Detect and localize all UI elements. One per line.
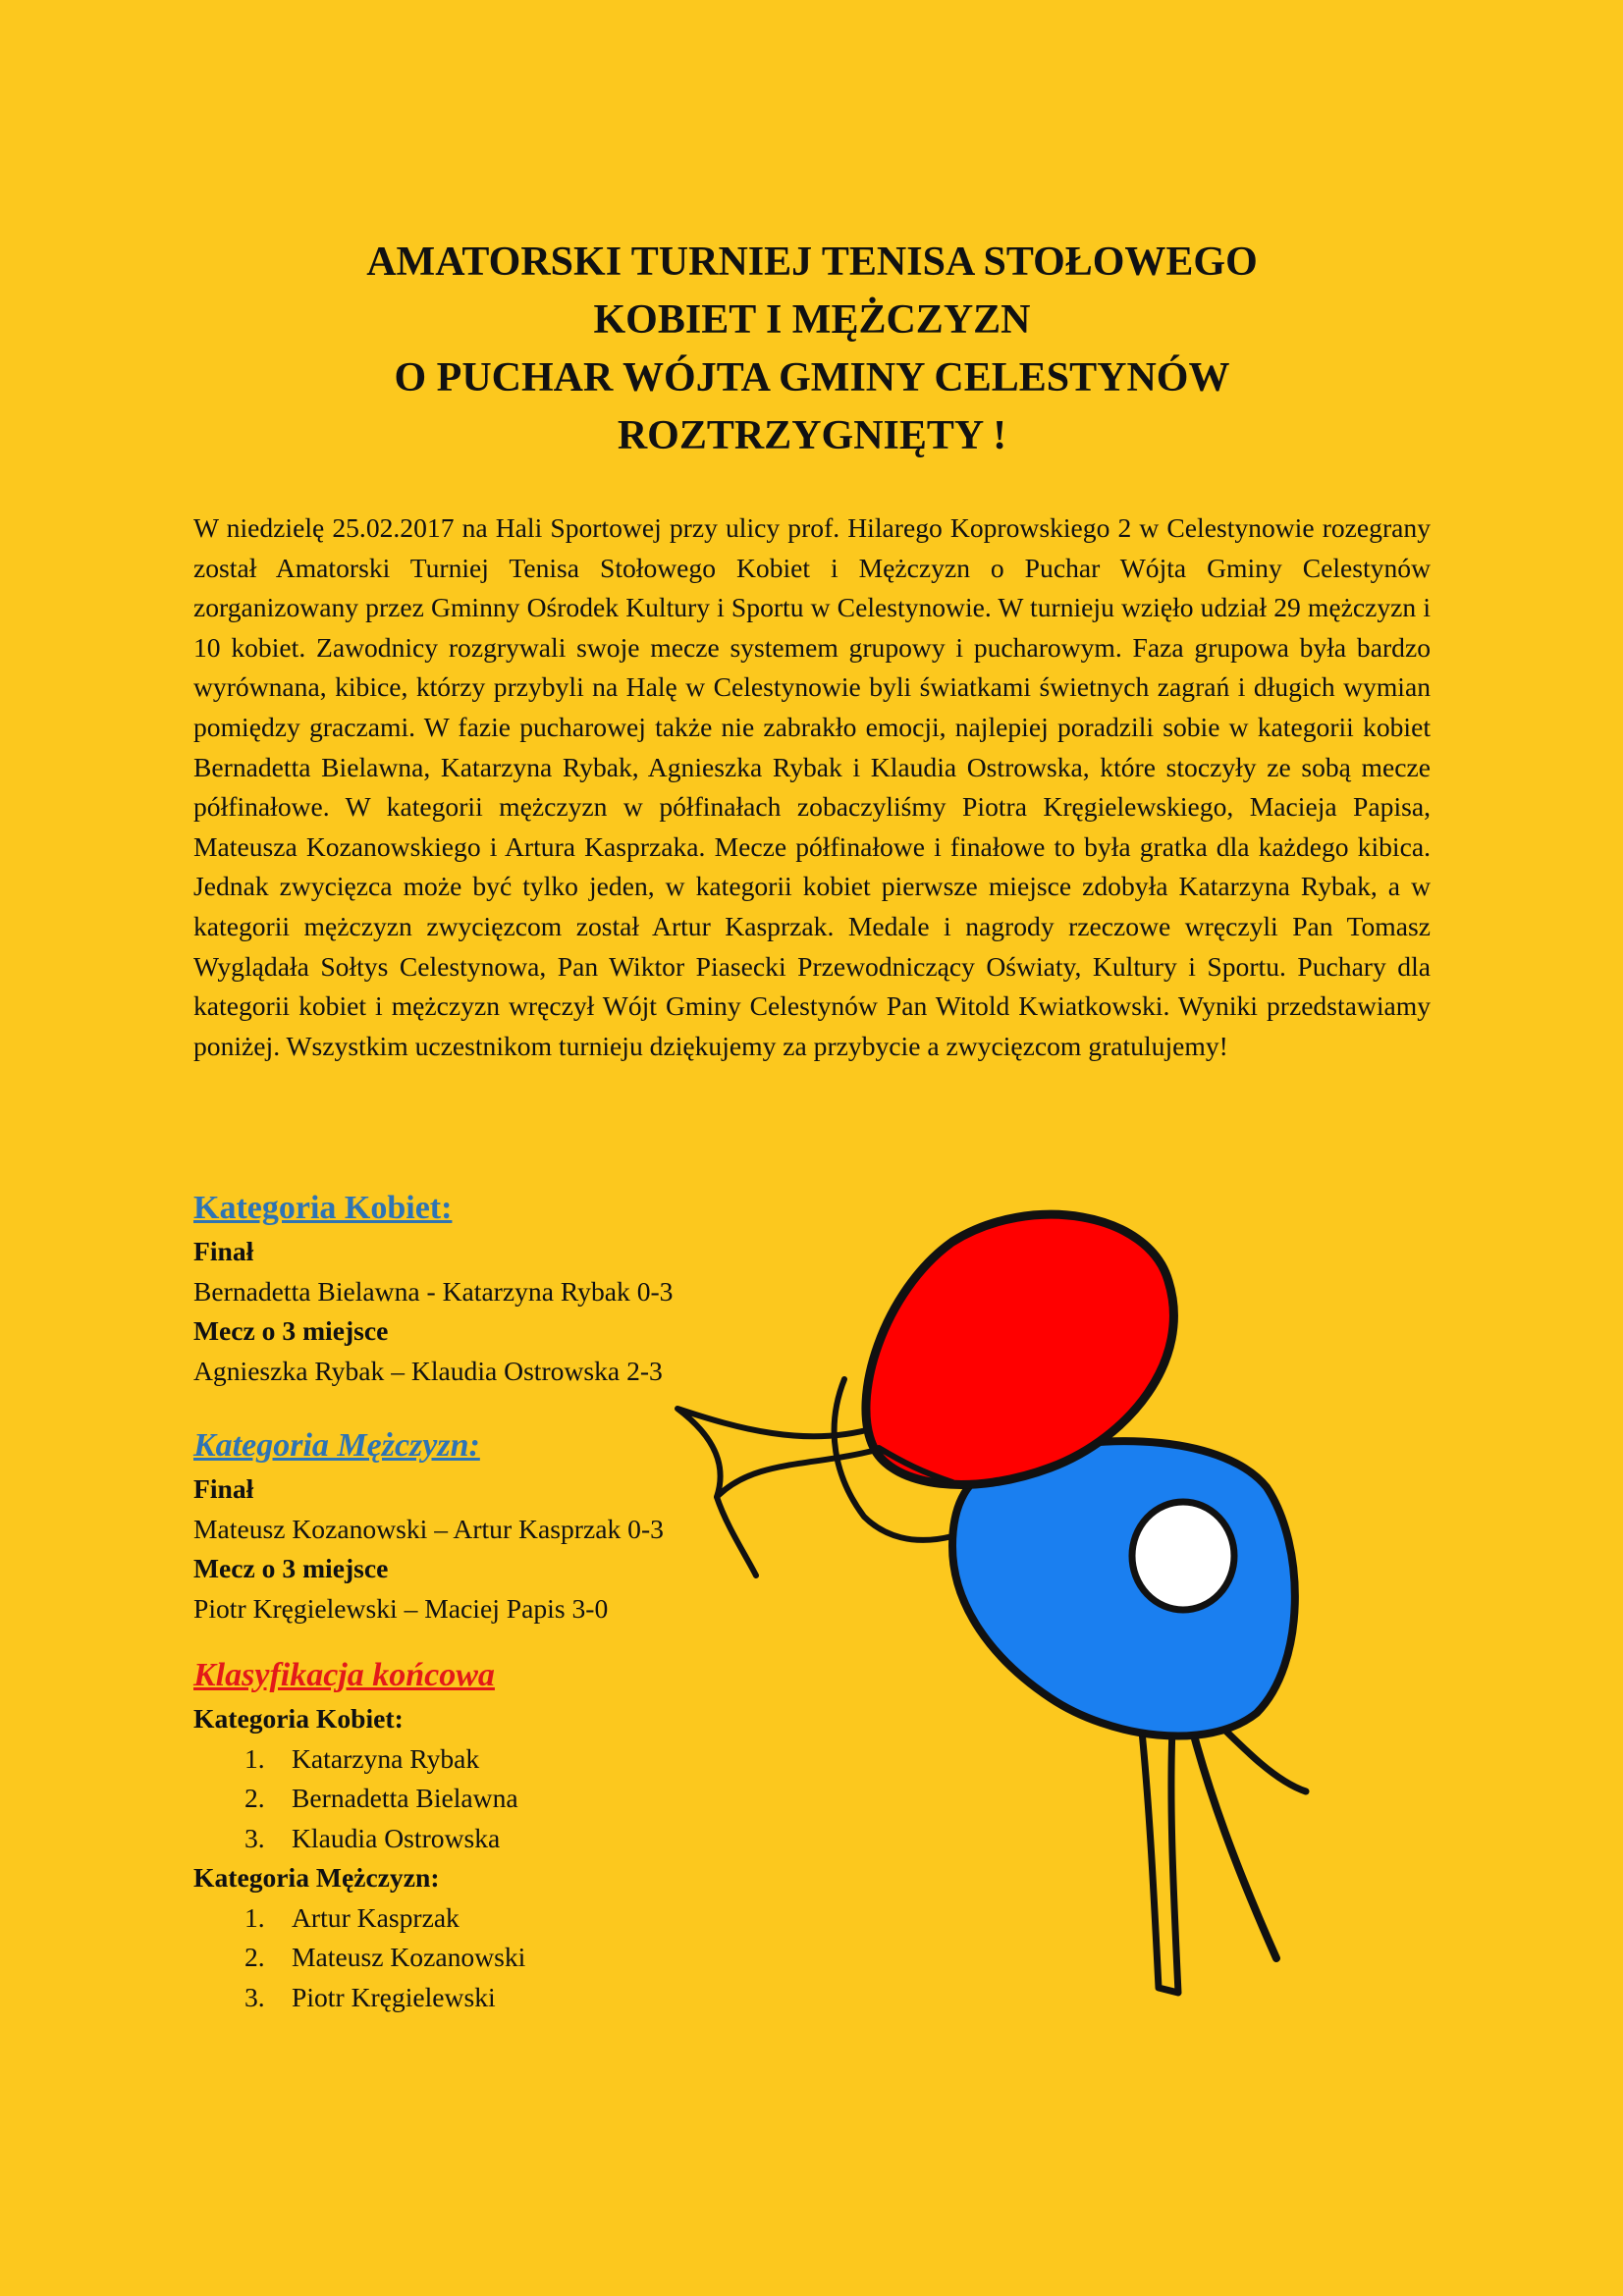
title-line-1: AMATORSKI TURNIEJ TENISA STOŁOWEGO xyxy=(366,240,1258,285)
classification-women-label: Kategoria Kobiet: xyxy=(193,1703,404,1734)
rank-number: 1. xyxy=(244,1901,265,1933)
men-final-result: Mateusz Kozanowski – Artur Kasprzak 0-3 xyxy=(193,1513,664,1544)
rank-number: 3. xyxy=(244,1981,265,2012)
rank-name: Bernadetta Bielawna xyxy=(292,1783,518,1813)
women-final-label: Finał xyxy=(193,1236,254,1266)
ping-pong-ball-icon xyxy=(1132,1502,1234,1610)
men-final-label: Finał xyxy=(193,1473,254,1504)
rank-name: Mateusz Kozanowski xyxy=(292,1942,526,1972)
title-line-3: O PUCHAR WÓJTA GMINY CELESTYNÓW xyxy=(394,355,1230,400)
rank-name: Klaudia Ostrowska xyxy=(292,1822,501,1853)
page-title xyxy=(192,234,1432,465)
rank-name: Artur Kasprzak xyxy=(292,1901,460,1933)
men-third-result: Piotr Kręgielewski – Maciej Papis 3-0 xyxy=(193,1592,609,1624)
title-line-2: KOBIET I MĘŻCZYZN xyxy=(593,297,1031,343)
men-category-heading: Kategoria Mężczyzn: xyxy=(193,1427,480,1464)
classification-heading: Klasyfikacja końcowa xyxy=(193,1657,495,1693)
rank-number: 3. xyxy=(244,1822,265,1853)
blue-paddle-head xyxy=(952,1441,1295,1735)
rank-name: Katarzyna Rybak xyxy=(292,1742,480,1774)
rank-number: 2. xyxy=(244,1783,265,1813)
women-third-result: Agnieszka Rybak – Klaudia Ostrowska 2-3 xyxy=(193,1355,663,1386)
women-third-label: Mecz o 3 miejsce xyxy=(193,1315,389,1346)
ping-pong-paddles-icon xyxy=(658,1202,1404,2007)
red-paddle-handle xyxy=(677,1409,884,1497)
blue-paddle-handle xyxy=(1139,1703,1178,1993)
rank-name: Piotr Kręgielewski xyxy=(292,1981,496,2012)
women-final-result: Bernadetta Bielawna - Katarzyna Rybak 0-3 xyxy=(193,1275,674,1307)
men-third-label: Mecz o 3 miejsce xyxy=(193,1553,389,1583)
intro-paragraph: W niedzielę 25.02.2017 na Hali Sportowej przy ulicy prof. Hilarego Koprowskiego 2 w Celestynowie rozegrany został Amatorski Turniej Tenisa Stołowego Kobiet i Mężczyzn o Puchar Wójta Gminy Celestynów zorganizowany przez Gminny Ośrodek Kultury i Sportu w Celestynowie. W turnieju wzięło udział 29 mężczyzn i 10 kobiet. Zawodnicy rozgrywali swoje mecze systemem grupowy i pucharowym. Faza grupowa była bardzo wyrównana, kibice, którzy przybyli na Halę w Celestynowie byli światkami świetnych zagrań i długich wymian pomiędzy graczami. W fazie pucharowej także nie zabrakło emocji, najlepiej poradzili sobie w kategorii kobiet Bernadetta Bielawna, Katarzyna Rybak, Agnieszka Rybak i Klaudia Ostrowska, które stoczyły ze sobą mecze półfinałowe. W kategorii mężczyzn w półfinałach zobaczyliśmy Piotra Kręgielewskiego, Macieja Papisa, Mateusza Kozanowskiego i Artura Kasprzaka. Mecze półfinałowe i finałowe to była gratka dla każdego kibica. Jednak zwycięzca może być tylko jeden, w kategorii kobiet pierwsze miejsce zdobyła Katarzyna Rybak, a w kategorii mężczyzn zwycięzcom został Artur Kasprzak. Medale i nagrody rzeczowe wręczyli Pan Tomasz Wyglądała Sołtys Celestynowa, Pan Wiktor Piasecki Przewodniczący Oświaty, Kultury i Sportu. Puchary dla kategorii kobiet i mężczyzn wręczył Wójt Gminy Celestynów Pan Witold Kwiatkowski. Wyniki przedstawiamy poniżej. Wszystkim uczestnikom turnieju dziękujemy za przybycie a zwycięzcom gratulujemy! xyxy=(193,512,1431,1061)
classification-men-label: Kategoria Mężczyzn: xyxy=(193,1862,440,1893)
rank-number: 2. xyxy=(244,1942,265,1972)
rank-number: 1. xyxy=(244,1742,265,1774)
women-category-heading: Kategoria Kobiet: xyxy=(193,1190,453,1226)
title-line-4: ROZTRZYGNIĘTY ! xyxy=(617,413,1007,458)
